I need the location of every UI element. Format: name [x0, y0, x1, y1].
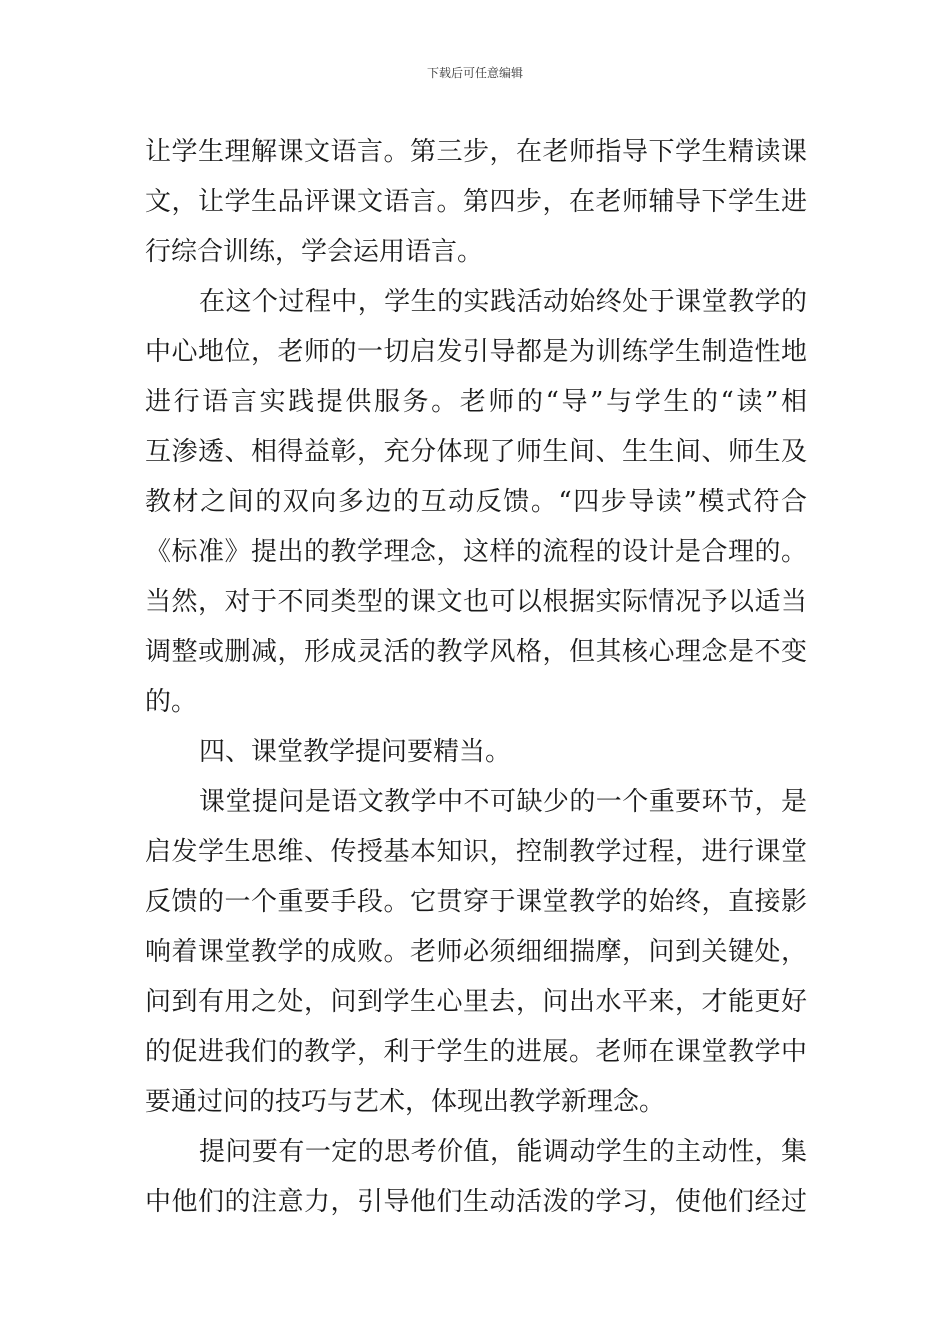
text-line: 问到有用之处，问到学生心里去，问出水平来，才能更好	[145, 987, 807, 1017]
text-line: 当然，对于不同类型的课文也可以根据实际情况予以适当	[145, 587, 807, 617]
text-line: 的促进我们的教学，利于学生的进展。老师在课堂教学中	[145, 1037, 807, 1067]
text-line: 行综合训练，学会运用语言。	[145, 237, 484, 267]
text-line: 调整或删减，形成灵活的教学风格，但其核心理念是不变	[145, 637, 807, 667]
text-line: 课堂提问是语文教学中不可缺少的一个重要环节，是	[199, 787, 807, 817]
text-line: 提问要有一定的思考价值，能调动学生的主动性，集	[199, 1137, 807, 1167]
paragraph	[145, 277, 807, 727]
text-line: 中心地位，老师的一切启发引导都是为训练学生制造性地	[145, 337, 807, 367]
document-body	[145, 127, 807, 1227]
paragraph	[145, 127, 807, 277]
text-line: 教材之间的双向多边的互动反馈。“四步导读”模式符合	[145, 487, 807, 517]
text-line: 互渗透、相得益彰，充分体现了师生间、生生间、师生及	[145, 437, 807, 467]
text-line: 在这个过程中，学生的实践活动始终处于课堂教学的	[199, 287, 807, 317]
section-heading	[145, 727, 807, 777]
text-line: 的。	[145, 687, 198, 717]
text-line: 响着课堂教学的成败。老师必须细细揣摩，问到关键处，	[145, 937, 807, 967]
text-line: 中他们的注意力，引导他们生动活泼的学习，使他们经过	[145, 1187, 807, 1217]
text-line: 反馈的一个重要手段。它贯穿于课堂教学的始终，直接影	[145, 887, 807, 917]
text-line: 启发学生思维、传授基本知识，控制教学过程，进行课堂	[145, 837, 807, 867]
text-line: 《标准》提出的教学理念，这样的流程的设计是合理的。	[145, 537, 807, 567]
text-line: 四、课堂教学提问要精当。	[199, 737, 512, 767]
page-header: 下载后可任意编辑	[426, 66, 523, 80]
text-line: 要通过问的技巧与艺术，体现出教学新理念。	[145, 1087, 666, 1117]
text-line: 进行语言实践提供服务。老师的“导”与学生的“读”相	[145, 387, 807, 417]
paragraph	[145, 1127, 807, 1227]
text-line: 让学生理解课文语言。第三步，在老师指导下学生精读课	[145, 137, 807, 167]
text-line: 文，让学生品评课文语言。第四步，在老师辅导下学生进	[145, 187, 807, 217]
paragraph	[145, 777, 807, 1127]
